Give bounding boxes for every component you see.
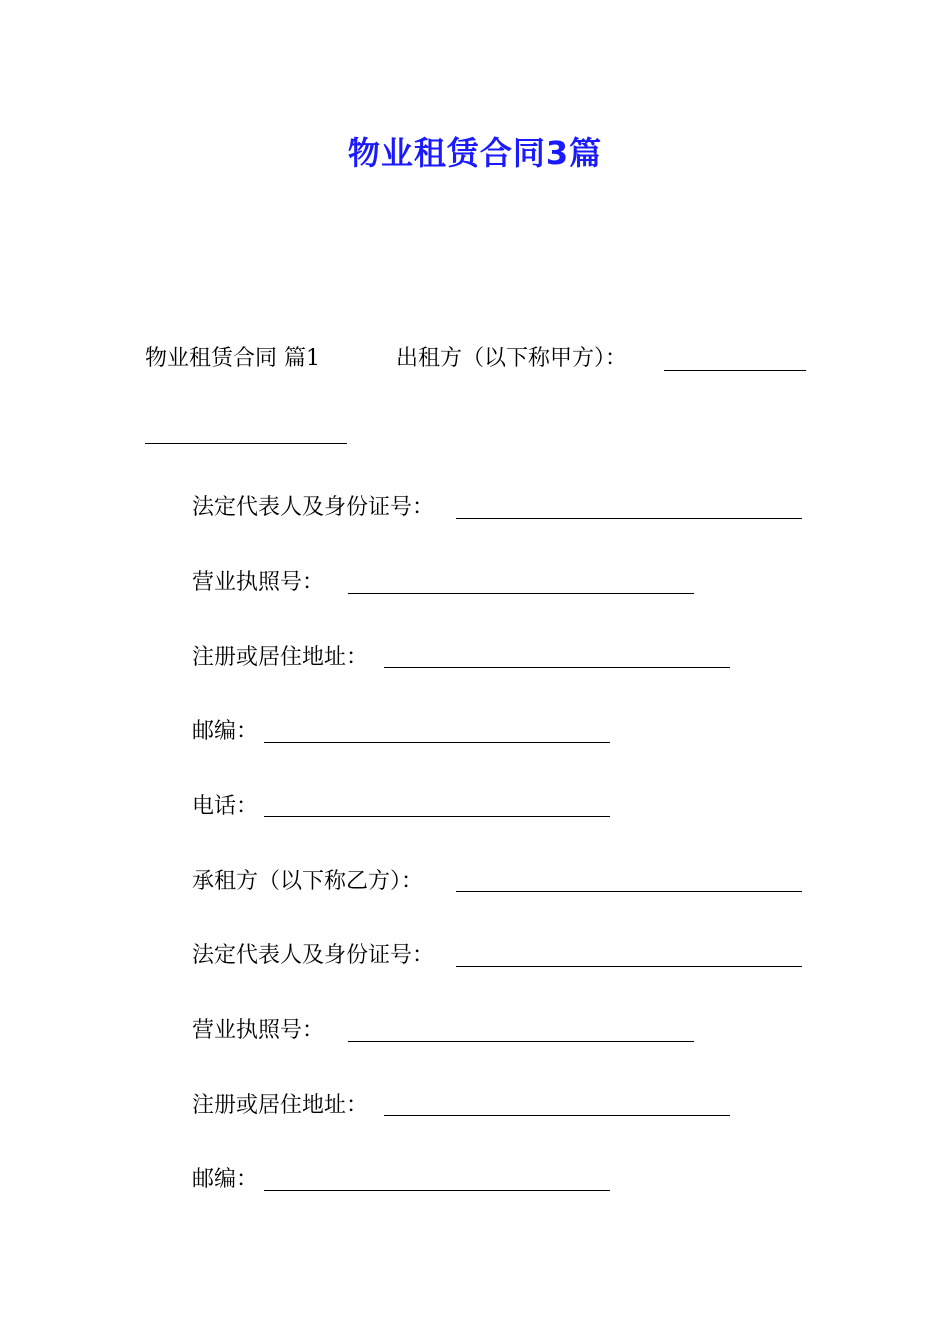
- field-row: [192, 792, 258, 822]
- field-blank[interactable]: [384, 1115, 730, 1116]
- field-label: 营业执照号：: [192, 570, 325, 595]
- field-blank[interactable]: [264, 1190, 610, 1191]
- field-row: [192, 717, 258, 747]
- field-blank[interactable]: [264, 742, 610, 743]
- field-blank[interactable]: [348, 593, 694, 594]
- lessor-name-blank[interactable]: [664, 370, 806, 371]
- field-label: 法定代表人及身份证号：: [192, 943, 435, 968]
- field-label: 注册或居住地址：: [192, 1093, 369, 1118]
- field-row: [192, 1016, 324, 1046]
- section-heading: 物业租赁合同 篇1: [145, 346, 320, 371]
- field-row: [192, 493, 434, 523]
- field-label: 邮编：: [192, 719, 259, 744]
- lessor-name-blank-continued[interactable]: [145, 443, 347, 444]
- field-row: [192, 1091, 368, 1121]
- lessor-label: 出租方（以下称甲方）：: [396, 346, 628, 371]
- document-title: 物业租赁合同3篇: [347, 134, 603, 172]
- field-row: [192, 867, 423, 897]
- field-blank[interactable]: [384, 667, 730, 668]
- field-row: [192, 941, 434, 971]
- field-label: 注册或居住地址：: [192, 645, 369, 670]
- field-label: 电话：: [192, 794, 259, 819]
- field-label: 邮编：: [192, 1167, 259, 1192]
- field-blank[interactable]: [456, 891, 802, 892]
- field-blank[interactable]: [456, 966, 802, 967]
- field-blank[interactable]: [348, 1041, 694, 1042]
- field-label: 法定代表人及身份证号：: [192, 495, 435, 520]
- field-blank[interactable]: [456, 518, 802, 519]
- field-label: 营业执照号：: [192, 1018, 325, 1043]
- field-row: [192, 1165, 258, 1195]
- field-row: [192, 643, 368, 673]
- field-row: [192, 568, 324, 598]
- field-label: 承租方（以下称乙方）：: [192, 869, 424, 894]
- field-blank[interactable]: [264, 816, 610, 817]
